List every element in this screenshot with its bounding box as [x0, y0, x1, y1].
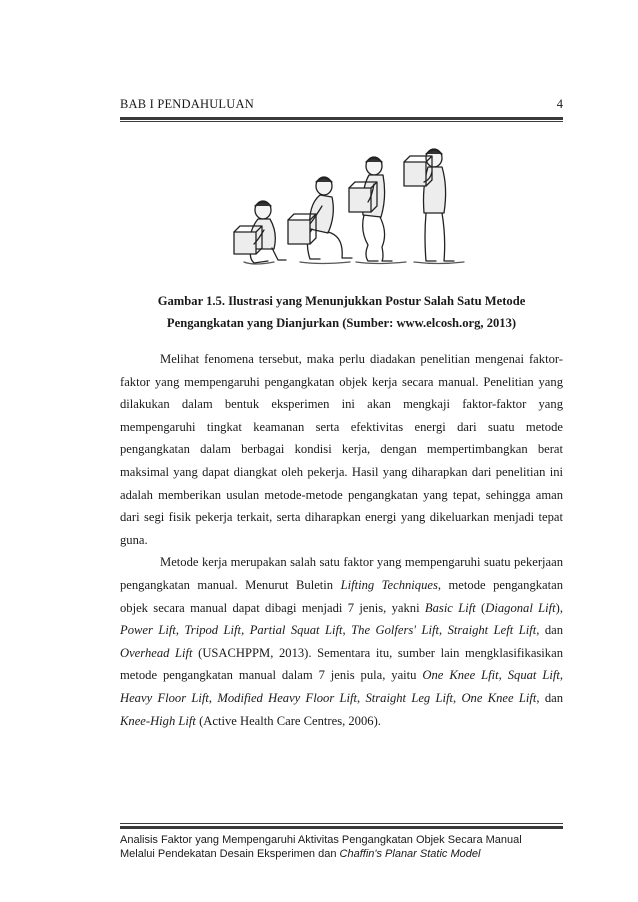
- italic-term: Overhead Lift: [120, 645, 193, 660]
- chapter-title: BAB I PENDAHULUAN: [120, 97, 254, 111]
- italic-term: Squat Lift: [507, 668, 560, 683]
- footer-line-2-text: Melalui Pendekatan Desain Eksperimen dan: [120, 848, 340, 860]
- text-run: ,: [208, 690, 218, 705]
- text-run: ,: [241, 623, 250, 638]
- text-run: ,: [438, 623, 448, 638]
- text-run: , metode pengangkatan objek secara manual dapat dibagi menjadi 7 jenis, yakni: [120, 577, 564, 615]
- italic-term: Modified Heavy Floor Lift: [217, 690, 358, 705]
- running-footer: [120, 833, 563, 861]
- italic-term: Heavy Floor Lift: [120, 690, 209, 705]
- text-run: Metode kerja merupakan salah satu faktor yang mempengaruhi suatu pekerjaan pengangkatan manual. Menurut Buletin: [120, 555, 563, 592]
- italic-term: Knee-High Lift: [120, 713, 196, 728]
- text-run: , dan: [536, 690, 564, 705]
- body-text: [120, 348, 563, 732]
- text-run: ,: [357, 690, 366, 705]
- figure-caption: [120, 290, 563, 334]
- header-rule-thick: [120, 117, 563, 120]
- running-header: [120, 97, 563, 113]
- text-run: , dan: [536, 623, 564, 638]
- text-run: ,: [498, 668, 508, 683]
- text-run: ),: [555, 600, 563, 615]
- text-run: ,: [453, 690, 462, 705]
- italic-term: Diagonal Lift: [485, 600, 556, 615]
- figure-standing: [404, 149, 464, 264]
- paragraph-2: [120, 551, 563, 732]
- lifting-posture-illustration: [228, 136, 473, 273]
- italic-term: Power Lift: [120, 623, 176, 638]
- text-run: ,: [342, 623, 352, 638]
- text-run: ,: [175, 623, 185, 638]
- italic-term: Lifting Techniques: [340, 577, 438, 592]
- page-number: 4: [556, 97, 563, 111]
- footer-line-2-italic: Chaffin's Planar Static Model: [339, 848, 481, 860]
- text-run: (: [475, 600, 486, 615]
- footer-line-2: [120, 847, 563, 861]
- italic-term: Basic Lift: [424, 600, 476, 615]
- footer-rule-thin: [120, 823, 563, 824]
- footer-rule-thick: [120, 826, 563, 829]
- italic-term: One Knee Lift: [461, 690, 537, 705]
- italic-term: The Golfers' Lift: [351, 623, 439, 638]
- figure-rising: [349, 157, 406, 264]
- figure-squat: [234, 201, 286, 264]
- italic-term: Tripod Lift: [184, 623, 242, 638]
- text-run: ,: [559, 668, 564, 683]
- text-run: (Active Health Care Centres, 2006).: [195, 713, 381, 728]
- paragraph-1: Melihat fenomena tersebut, maka perlu diadakan penelitian mengenai faktor-faktor yang mempengaruhi pengangkatan objek kerja secara manual. Penelitian yang dilakukan dalam bentuk eksperimen ini akan mengkaji faktor-faktor yang mempengaruhi tingkat keamanan serta efektivitas energi dari suatu metode pengangkatan dalam berbagai kondisi kerja, dengan mempertimbangkan berat maksimal yang dapat diangkat oleh pekerja. Hasil yang diharapkan dari penelitian ini adalah memberikan usulan metode-metode pengangkatan yang tepat, sehingga aman dari segi fisik pekerja terkait, serta diharapkan energi yang dikeluarkan menjadi tepat guna.: [120, 352, 563, 547]
- italic-term: Partial Squat Lift: [249, 623, 343, 638]
- caption-line-1: Gambar 1.5. Ilustrasi yang Menunjukkan Postur Salah Satu Metode: [157, 294, 526, 308]
- italic-term: Straight Leg Lift: [365, 690, 454, 705]
- caption-line-2: Pengangkatan yang Dianjurkan (Sumber: www.elcosh.org, 2013): [166, 316, 517, 330]
- italic-term: One Knee Lfit: [422, 668, 499, 683]
- figure-half-squat: [288, 177, 352, 264]
- footer-line-1: Analisis Faktor yang Mempengaruhi Aktivitas Pengangkatan Objek Secara Manual: [120, 834, 522, 846]
- text-run: (USACHPPM, 2013). Sementara itu, sumber lain mengklasifikasikan metode pengangkatan manual dalam 7 jenis pula, yaitu: [120, 645, 563, 683]
- italic-term: Straight Left Lift: [447, 623, 537, 638]
- header-rule-thin: [120, 121, 563, 122]
